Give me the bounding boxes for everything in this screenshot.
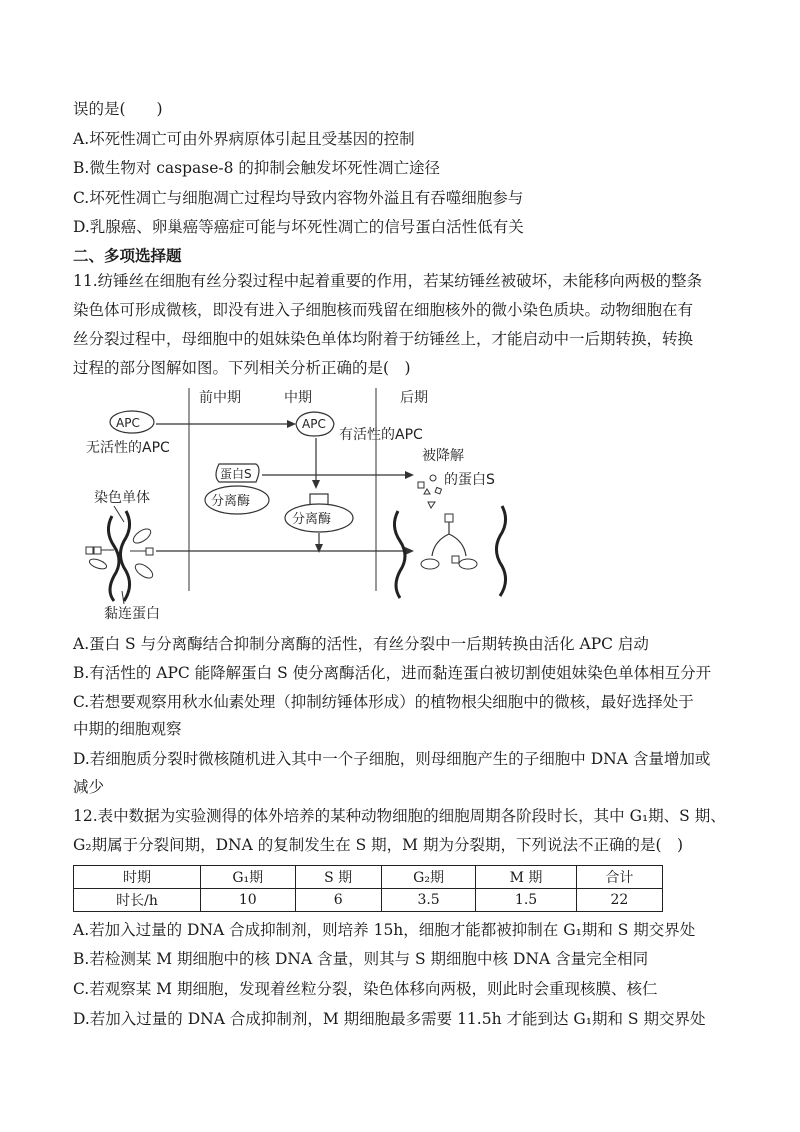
degraded-protein-fragments (418, 475, 442, 508)
question-11-line-1: 11.纺锤丝在细胞有丝分裂过程中起着重要的作用，若某纺锤丝被破坏，未能移向两极的整条 (73, 272, 703, 290)
phase-label-prometaphase: 前中期 (199, 390, 241, 406)
inactive-apc-label: APC (116, 416, 140, 430)
question-10-stem-end: 误的是( ) (73, 100, 163, 118)
question-12-line-1: 12.表中数据为实验测得的体外培养的某种动物细胞的细胞周期各阶段时长，其中 G₁期、S 期、 (73, 807, 726, 825)
option-12-a: A.若加入过量的 DNA 合成抑制剂，则培养 15h，细胞才能都被抑制在 G₁期和 S 期交界处 (73, 921, 696, 939)
chromatid-left (108, 516, 119, 601)
inactive-apc-caption: 无活性的APC (86, 440, 170, 456)
table-header-cell: 时期 (74, 866, 201, 889)
option-11-d-line-1: D.若细胞质分裂时微核随机进入其中一个子细胞，则母细胞产生的子细胞中 DNA 含量增加或 (73, 750, 711, 768)
anaphase-transition-diagram (84, 386, 524, 626)
degraded-label-1: 被降解 (422, 448, 464, 464)
option-11-d-line-2: 减少 (73, 778, 105, 796)
table-cell: 时长/h (74, 889, 201, 912)
table-header-cell: M 期 (476, 866, 576, 889)
question-11-line-3: 丝分裂过程中，母细胞中的姐妹染色单体均附着于纺锤丝上，才能启动中一后期转换，转换 (73, 330, 694, 348)
chromatid-right (120, 511, 129, 601)
cell-cycle-table (73, 865, 663, 912)
cleaved-cohesin (421, 514, 477, 569)
option-11-a: A.蛋白 S 与分离酶结合抑制分离酶的活性，有丝分裂中一后期转换由活化 APC 启动 (73, 635, 649, 653)
option-10-d: D.乳腺癌、卵巢癌等癌症可能与坏死性凋亡的信号蛋白活性低有关 (73, 218, 524, 236)
table-row (74, 889, 663, 912)
table-cell: 22 (576, 889, 662, 912)
separase-active-label: 分离酶 (292, 512, 332, 527)
protein-s-label: 蛋白S (220, 467, 252, 481)
table-cell: 1.5 (476, 889, 576, 912)
table-header-cell: G₂期 (381, 866, 476, 889)
section-heading: 二、多项选择题 (73, 246, 182, 265)
table-header-row (74, 866, 663, 889)
question-12-line-2: G₂期属于分裂间期，DNA 的复制发生在 S 期，M 期为分裂期，下列说法不正确的是( ) (73, 836, 684, 854)
option-10-b: B.微生物对 caspase-8 的抑制会触发坏死性凋亡途径 (73, 159, 440, 177)
separated-chromatid-left (394, 511, 405, 598)
question-11-line-2: 染色体可形成微核，即没有进入子细胞核而残留在细胞核外的微小染色质块。动物细胞在有 (73, 301, 694, 319)
option-12-d: D.若加入过量的 DNA 合成抑制剂，M 期细胞最多需要 11.5h 才能到达 G₁期和 S 期交界处 (73, 1010, 706, 1028)
option-12-b: B.若检测某 M 期细胞中的核 DNA 含量，则其与 S 期细胞中核 DNA 含量完全相同 (73, 950, 649, 968)
table-header-cell: 合计 (576, 866, 662, 889)
table-cell: 10 (201, 889, 296, 912)
degraded-label-2: 的蛋白S (444, 472, 495, 488)
phase-label-metaphase: 中期 (284, 390, 312, 406)
option-11-c-line-1: C.若想要观察用秋水仙素处理（抑制纺锤体形成）的植物根尖细胞中的微核，最好选择处于 (73, 693, 694, 711)
option-10-c: C.坏死性凋亡与细胞凋亡过程均导致内容物外溢且有吞噬细胞参与 (73, 189, 524, 207)
chromatid-label: 染色单体 (94, 490, 150, 506)
table-header-cell: G₁期 (201, 866, 296, 889)
option-11-c-line-2: 中期的细胞观察 (73, 720, 182, 738)
separase-inactive-label: 分离酶 (211, 494, 251, 509)
separated-chromatid-right (496, 506, 505, 596)
active-apc-label: APC (302, 417, 326, 431)
cohesin-label: 黏连蛋白 (104, 606, 160, 622)
table-cell: 3.5 (381, 889, 476, 912)
table-cell: 6 (295, 889, 381, 912)
table-header-cell: S 期 (295, 866, 381, 889)
phase-label-anaphase: 后期 (400, 390, 428, 406)
question-11-line-4: 过程的部分图解如图。下列相关分析正确的是( ) (73, 359, 411, 377)
active-apc-caption: 有活性的APC (339, 427, 423, 443)
option-12-c: C.若观察某 M 期细胞，发现着丝粒分裂，染色体移向两极，则此时会重现核膜、核仁 (73, 980, 658, 998)
option-11-b: B.有活性的 APC 能降解蛋白 S 使分离酶活化，进而黏连蛋白被切割使姐妹染色单体相互分开 (73, 664, 712, 682)
option-10-a: A.坏死性凋亡可由外界病原体引起且受基因的控制 (73, 130, 415, 148)
